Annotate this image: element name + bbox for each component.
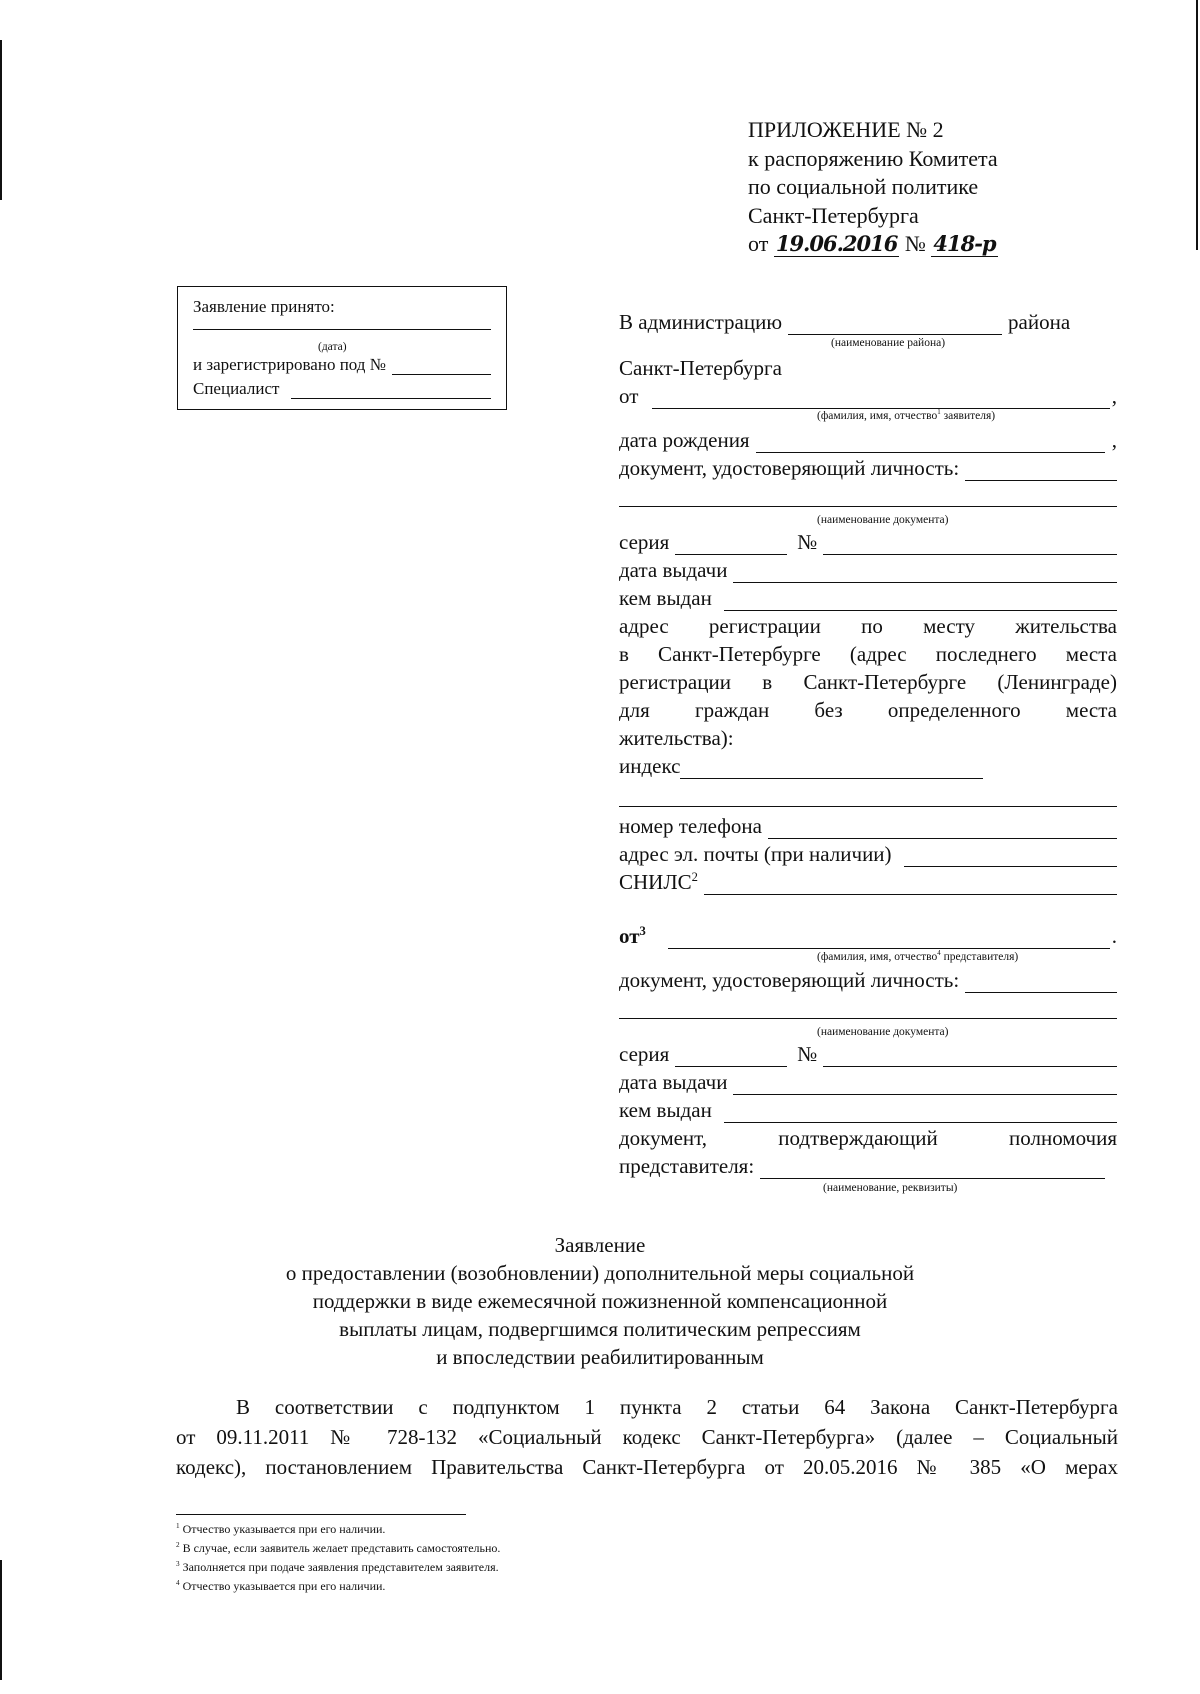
rep-issued-by-field[interactable] — [724, 1102, 1117, 1123]
number-field[interactable] — [823, 534, 1117, 555]
email-label: адрес эл. почты (при наличии) — [619, 842, 892, 866]
rep-id-doc-field[interactable] — [965, 972, 1117, 993]
doc-name-field[interactable] — [619, 486, 1117, 507]
phone-field[interactable] — [768, 818, 1117, 839]
rep-issue-date-field[interactable] — [733, 1074, 1117, 1095]
phone-row — [619, 814, 1117, 839]
rep-series-label: серия — [619, 1042, 670, 1066]
applicant-from-label: от — [619, 384, 639, 408]
address-field[interactable] — [619, 786, 1117, 807]
city-row: Санкт-Петербурга — [619, 356, 782, 380]
annex-date-line — [748, 230, 998, 259]
rep-issued-by-row — [619, 1098, 1117, 1123]
rep-number-label: № — [797, 1042, 818, 1066]
stamp-date-caption: (дата) — [318, 341, 347, 353]
issue-date-label: дата выдачи — [619, 558, 728, 582]
district-field[interactable] — [788, 314, 1002, 335]
rep-authority-caption: (наименование, реквизиты) — [823, 1182, 958, 1194]
scan-edge-left — [0, 40, 2, 200]
body-line-2: от 09.11.2011 № 728-132 «Социальный кодекс Санкт-Петербурга» (далее – Социальный — [176, 1425, 1118, 1449]
doc-name-caption: (наименование документа) — [817, 514, 949, 526]
doc-name-row — [619, 486, 1117, 507]
stamp-registered-row — [193, 355, 491, 375]
scan-edge-right — [1196, 0, 1198, 250]
birth-label: дата рождения — [619, 428, 750, 452]
address-line-1: адрес регистрации по месту жительства — [619, 614, 1117, 638]
series-row — [619, 530, 1117, 555]
address-field-row — [619, 786, 1117, 807]
rep-from-label: $от^3$ — [619, 924, 646, 948]
index-field[interactable] — [680, 758, 983, 779]
annex-line-3: по социальной политике — [748, 174, 979, 199]
title-line-3: поддержки в виде ежемесячной пожизненной компенсационной — [312, 1289, 888, 1313]
rep-issue-date-label: дата выдачи — [619, 1070, 728, 1094]
series-label: серия — [619, 530, 670, 554]
issued-by-field[interactable] — [724, 590, 1117, 611]
issue-date-row — [619, 558, 1117, 583]
registration-stamp-box — [177, 286, 507, 410]
rep-authority-line: документ, подтверждающий полномочия — [619, 1126, 1117, 1150]
admin-label: В администрацию — [619, 310, 783, 334]
admin-row — [619, 310, 1117, 335]
stamp-registered-line — [392, 358, 491, 375]
district-caption: (наименование района) — [831, 337, 946, 349]
rep-doc-name-row — [619, 998, 1117, 1019]
annex-title: ПРИЛОЖЕНИЕ № 2 — [748, 117, 944, 142]
issue-date-field[interactable] — [733, 562, 1117, 583]
snils-field[interactable] — [704, 874, 1117, 895]
title-line-2: о предоставлении (возобновлении) дополнительной меры социальной — [285, 1261, 915, 1285]
number-label: № — [797, 530, 818, 554]
application-title — [0, 1231, 1200, 1371]
issued-by-label: кем выдан — [619, 586, 712, 610]
index-label: индекс — [619, 754, 681, 778]
rep-id-doc-label: документ, удостоверяющий личность: — [619, 968, 960, 992]
issued-by-row — [619, 586, 1117, 611]
address-line-3: регистрации в Санкт-Петербурге (Ленинграде) — [619, 670, 1117, 694]
stamp-specialist-row — [193, 379, 491, 399]
stamp-date-line — [193, 329, 491, 330]
scan-edge-left-lower — [0, 1560, 2, 1680]
phone-label: номер телефона — [619, 814, 762, 838]
rep-series-field[interactable] — [675, 1046, 787, 1067]
address-line-5: жительства): — [619, 726, 734, 750]
rep-id-doc-row — [619, 968, 1117, 993]
handwritten-date: 19.06.2016 — [775, 231, 898, 256]
stamp-specialist-label: Специалист — [193, 379, 280, 398]
district-suffix: района — [1008, 310, 1071, 334]
body-paragraph — [176, 1392, 1118, 1482]
email-row — [619, 842, 1117, 867]
body-line-1: В соответствии с подпунктом 1 пункта 2 статьи 64 Закона Санкт-Петербурга — [236, 1395, 1118, 1419]
annex-date-prefix: от — [748, 231, 769, 256]
rep-name-caption: (фамилия, имя, отчество$^4$ представителя) — [817, 950, 1019, 963]
id-doc-label: документ, удостоверяющий личность: — [619, 456, 960, 480]
rep-doc-name-field[interactable] — [619, 998, 1117, 1019]
stamp-received-label: Заявление принято: — [193, 297, 335, 316]
snils-row — [619, 870, 1117, 895]
footnotes — [176, 1520, 500, 1596]
stamp-registered-label: и зарегистрировано под № — [193, 355, 386, 374]
title-line-5: и впоследствии реабилитированным — [436, 1345, 764, 1369]
handwritten-number: 418-р — [933, 231, 996, 256]
rep-name-field[interactable] — [668, 928, 1110, 949]
birth-date-field[interactable] — [756, 432, 1105, 453]
title-line-1: Заявление — [554, 1233, 646, 1257]
rep-authority-field[interactable] — [760, 1158, 1105, 1179]
applicant-name-caption: (фамилия, имя, отчество$^1$ заявителя) — [817, 409, 996, 422]
email-field[interactable] — [904, 846, 1117, 867]
rep-authority-row — [619, 1154, 1105, 1179]
rep-series-row — [619, 1042, 1117, 1067]
id-doc-field[interactable] — [965, 460, 1117, 481]
annex-header — [748, 116, 998, 259]
stamp-specialist-line — [291, 382, 491, 399]
annex-line-2: к распоряжению Комитета — [748, 145, 998, 171]
address-line-2: в Санкт-Петербурге (адрес последнего места — [619, 642, 1117, 666]
rep-number-field[interactable] — [823, 1046, 1117, 1067]
title-line-4: выплаты лицам, подвергшимся политическим репрессиям — [339, 1317, 861, 1341]
address-line-4: для граждан без определенного места — [619, 698, 1117, 722]
id-doc-row — [619, 456, 1117, 481]
index-row — [619, 754, 983, 779]
footnote-4: $^4$ Отчество указывается при его наличии. — [176, 1579, 386, 1593]
rep-from-row: $от^3$ . — [619, 924, 1117, 948]
rep-doc-name-caption: (наименование документа) — [817, 1026, 949, 1038]
body-line-3: кодекс), постановлением Правительства Санкт-Петербурга от 20.05.2016 № 385 «О мерах — [176, 1455, 1118, 1479]
birth-row: дата рождения , — [619, 428, 1117, 452]
footnote-1: $^1$ Отчество указывается при его наличии. — [176, 1522, 386, 1536]
rep-issued-by-label: кем выдан — [619, 1098, 712, 1122]
footnote-2: $^2$ В случае, если заявитель желает представить самостоятельно. — [176, 1541, 501, 1555]
rep-authority-label: представителя: — [619, 1154, 755, 1178]
footnote-divider — [176, 1514, 466, 1515]
annex-line-4: Санкт-Петербурга — [748, 202, 919, 228]
annex-number-label: № — [904, 231, 926, 256]
applicant-name-field[interactable] — [652, 388, 1109, 409]
snils-label: СНИЛС$^2$ — [619, 870, 698, 894]
footnote-3: $^3$ Заполняется при подаче заявления представителем заявителя. — [176, 1560, 499, 1574]
applicant-from-row: от , — [619, 384, 1117, 408]
rep-issue-date-row — [619, 1070, 1117, 1095]
series-field[interactable] — [675, 534, 787, 555]
